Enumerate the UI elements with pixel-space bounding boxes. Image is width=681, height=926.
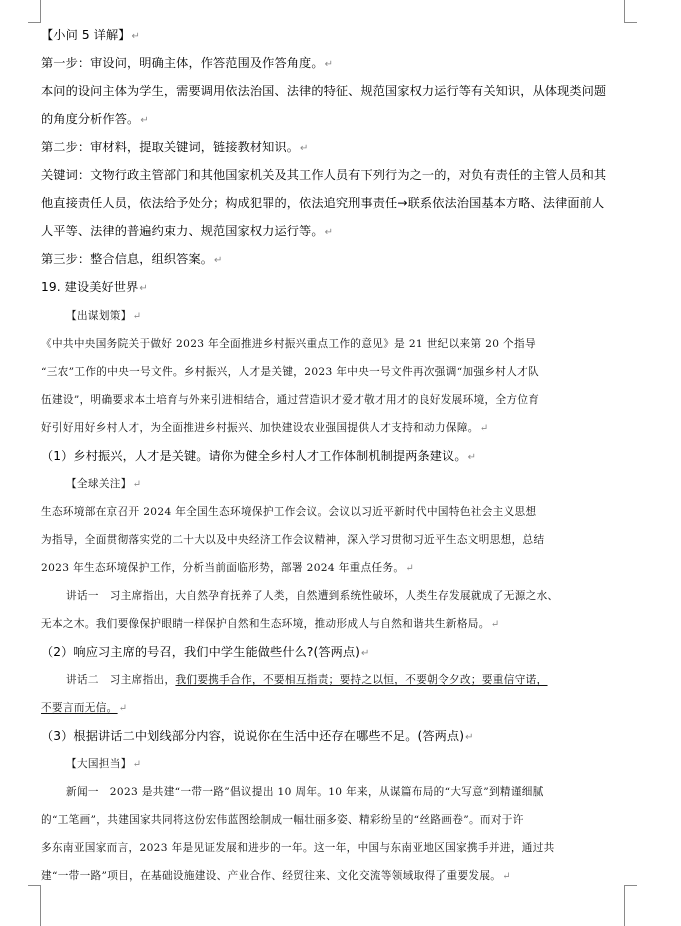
material-line: 好引好用好乡村人才，为全面推进乡村振兴、加快建设农业强国提供人才支持和动力保障。↵ [41,422,489,434]
question-1: （1）乡村振兴，人才是关键。请你为健全乡村人才工作体制机制提两条建议。↵ [41,449,477,463]
speech-two-line: 讲话二 习主席指出，我们要携手合作，不要相互指责；要持之以恒，不要朝令夕改；要重信守诺， [66,674,548,686]
question-2: （2）响应习主席的号召，我们中学生能做些什么?(答两点)↵ [41,645,370,659]
material-line: 为指导，全面贯彻落实党的二十大以及中央经济工作会议精神，深入学习贯彻习近平生态文明思想，总结 [41,534,545,546]
step-three: 第三步：整合信息，组织答案。↵ [41,252,223,266]
analysis-line: 本问的设问主体为学生，需要调用依法治国、法律的特征、规范国家权力运行等有关知识，从体现类问题 [41,84,607,98]
step-one: 第一步：审设问，明确主体，作答范围及作答角度。↵ [41,56,334,70]
speech-one-line: 无本之木。我们要像保护眼睛一样保护自然和生态环境，推动形成人与自然和谐共生新格局。↵ [41,618,500,630]
material-line: 《中共中央国务院关于做好 2023 年全面推进乡村振兴重点工作的意见》是 21 世纪以来第 20 个指导 [41,338,536,350]
step-two: 第二步：审材料，提取关键词，链接教材知识。↵ [41,140,309,154]
keywords-line: 他直接责任人员，依法给予处分；构成犯罪的，依法追究刑事责任→联系依法治国基本方略、法律面前人 [41,196,605,210]
news-one-line: 的“工笔画”，共建国家共同将这份宏伟蓝图绘制成一幅壮丽多姿、精彩纷呈的“丝路画卷”。而对于许 [41,814,524,826]
news-one-line: 新闻一 2023 是共建“一带一路”倡议提出 10 周年。10 年来，从谋篇布局的“大写意”到精谨细腻 [66,786,544,798]
question-19-title: 19. 建设美好世界↵ [41,280,148,294]
speech-two-line: 不要言而无信。↵ [41,702,128,714]
news-one-line: 建“一带一路”项目，在基础设施建设、产业合作、经贸往来、文化交流等领域取得了重要发展。↵ [41,870,511,882]
question-3: （3）根据讲话二中划线部分内容，说说你在生活中还存在哪些不足。(答两点)↵ [41,729,474,743]
material-line: 2023 年生态环境保护工作，分析当前面临形势，部署 2024 年重点任务。↵ [41,562,415,574]
crop-mark-top-right [624,0,637,23]
material-line: 生态环境部在京召开 2024 年全国生态环境保护工作会议。会议以习近平新时代中国特色社会主义思想 [41,506,537,518]
crop-mark-bottom-right [624,885,637,926]
news-one-line: 多东南亚国家而言，2023 年是见证发展和进步的一年。这一年，中国与东南亚地区国家携手并进，通过共 [41,842,555,854]
underlined-quote: 不要言而无信。 [41,702,118,714]
subquestion-5-heading: 【小问 5 详解】↵ [41,28,141,42]
underlined-quote: 我们要携手合作，不要相互指责；要持之以恒，不要朝令夕改；要重信守诺， [175,674,548,686]
material-line: 伍建设”，明确要求本土培育与外来引进相结合，通过营造识才爱才敬才用才的良好发展环境，全方位育 [41,394,540,406]
material-line: “三农”工作的中央一号文件。乡村振兴，人才是关键，2023 年中央一号文件再次强调“加强乡村人才队 [41,366,540,378]
crop-mark-top-left [28,0,41,23]
section-heading: 【全球关注】↵ [66,478,142,490]
section-heading: 【大国担当】↵ [66,758,142,770]
analysis-line: 的角度分析作答。↵ [41,112,149,126]
speech-one-line: 讲话一 习主席指出，大自然孕育抚养了人类，自然遭到系统性破坏，人类生存发展就成了无源之水、 [66,590,559,602]
crop-mark-bottom-left [28,885,41,926]
section-heading: 【出谋划策】↵ [66,310,142,322]
keywords-line: 关键词：文物行政主管部门和其他国家机关及其工作人员有下列行为之一的，对负有责任的主管人员和其 [41,168,607,182]
keywords-line: 人平等、法律的普遍约束力、规范国家权力运行等。↵ [41,224,334,238]
